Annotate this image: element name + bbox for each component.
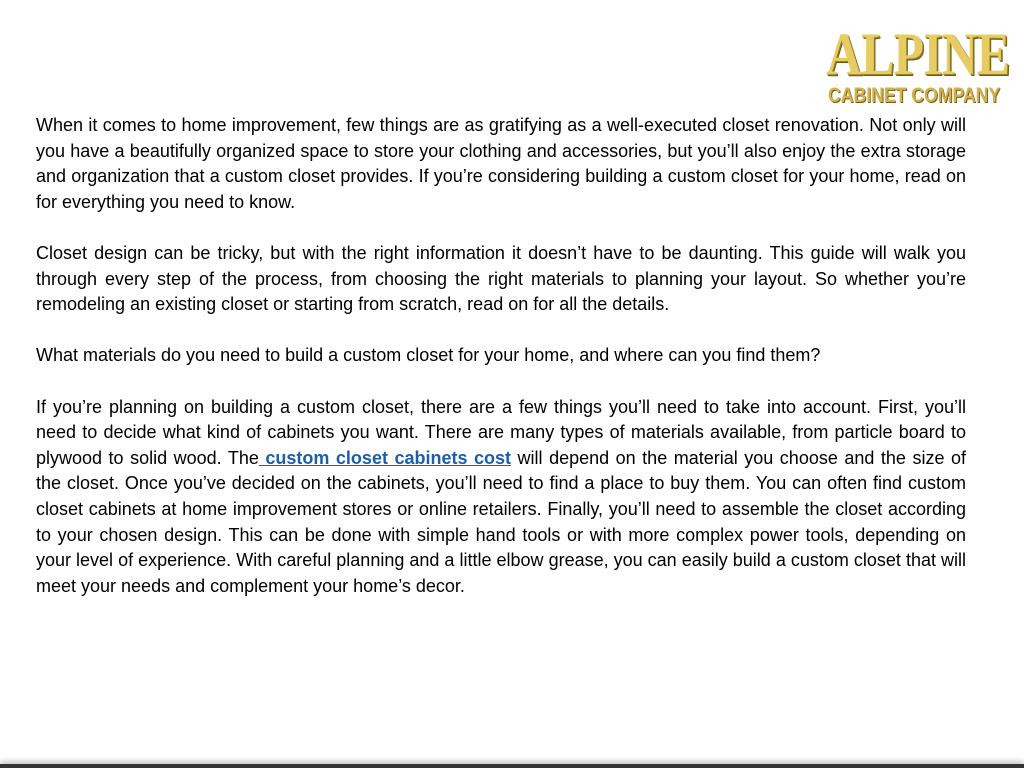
materials-text-before: If you’re planning on building a custom closet, there are a few things you’ll need to take into account. First, you’ll need to decide what kind of cabinets you want. There are many types of materials available, from particle board to plywood to solid wood. The: [36, 396, 966, 468]
materials-text-after: will depend on the material you choose and the size of the closet. Once you’ve decided on the cabinets, you’ll need to find a place to buy them. You can often find custom closet cabinets at home improvement stores or online retailers. Finally, you’ll need to assemble the closet according to your chosen design. This can be done with simple hand tools or with more complex power tools, depending on your level of experience. With careful planning and a little elbow grease, you can easily build a custom closet that will meet your needs and complement your home’s decor.: [36, 447, 966, 596]
materials-question: What materials do you need to build a custom closet for your home, and where can you find them?: [36, 345, 821, 366]
materials-paragraph: [36, 395, 966, 600]
logo-name: ALPINE: [826, 21, 1010, 87]
bottom-divider: [0, 764, 1024, 768]
design-paragraph: Closet design can be tricky, but with the right information it doesn’t have to be daunting. This guide will walk you through every step of the process, from choosing the right materials to planning your layout. So whether you’re remodeling an existing closet or starting from scratch, read on for all the details.: [36, 242, 966, 315]
logo-tagline: CABINET COMPANY: [828, 84, 1001, 107]
custom-closet-cabinets-cost-link[interactable]: custom closet cabinets cost: [258, 447, 512, 468]
intro-paragraph: When it comes to home improvement, few things are as gratifying as a well-executed closet renovation. Not only will you have a beautifully organized space to store your clothing and accessories, but you’ll also enjoy the extra storage and organization that a custom closet provides. If you’re considering building a custom closet for your home, read on for everything you need to know.: [36, 115, 966, 212]
company-logo: [826, 21, 1016, 116]
article-body: [36, 113, 966, 625]
